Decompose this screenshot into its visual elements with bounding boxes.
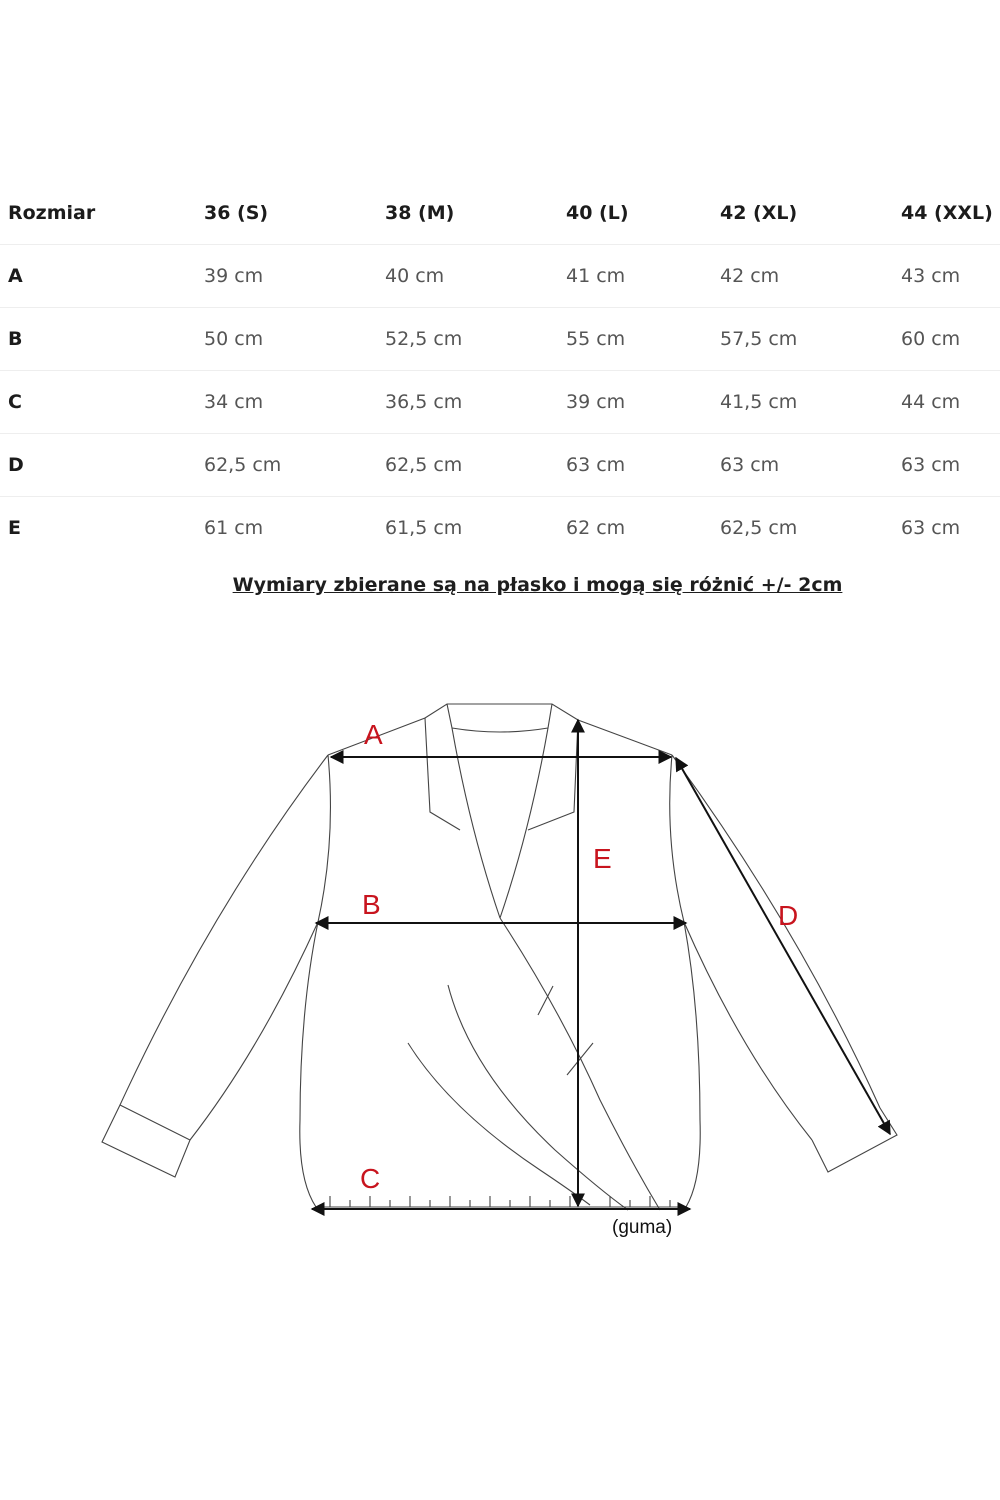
table-cell: 41 cm xyxy=(566,265,626,287)
table-header-row xyxy=(0,182,1000,245)
row-label: C xyxy=(8,391,22,413)
size-table xyxy=(0,182,1000,559)
table-cell: 63 cm xyxy=(566,454,626,476)
table-cell: 63 cm xyxy=(901,517,961,539)
label-c: C xyxy=(360,1163,381,1194)
header-size-38: 38 (M) xyxy=(385,202,455,224)
label-a: A xyxy=(364,719,383,750)
row-label: D xyxy=(8,454,24,476)
row-label: E xyxy=(8,517,21,539)
label-d: D xyxy=(778,900,799,931)
table-cell: 40 cm xyxy=(385,265,445,287)
table-cell: 63 cm xyxy=(901,454,961,476)
measurement-note: Wymiary zbierane są na płasko i mogą się różnić +/- 2cm xyxy=(232,574,843,596)
table-cell: 41,5 cm xyxy=(720,391,798,413)
table-cell: 62 cm xyxy=(566,517,626,539)
garment-diagram xyxy=(0,660,1000,1260)
table-row-d xyxy=(0,434,1000,497)
table-cell: 43 cm xyxy=(901,265,961,287)
table-cell: 50 cm xyxy=(204,328,264,350)
table-cell: 39 cm xyxy=(204,265,264,287)
label-b: B xyxy=(362,889,381,920)
table-row-e xyxy=(0,497,1000,560)
arrow-d xyxy=(676,758,890,1134)
header-size-40: 40 (L) xyxy=(566,202,629,224)
table-cell: 61 cm xyxy=(204,517,264,539)
table-cell: 62,5 cm xyxy=(204,454,282,476)
header-rozmiar: Rozmiar xyxy=(8,202,96,224)
row-label: A xyxy=(8,265,23,287)
table-cell: 62,5 cm xyxy=(720,517,798,539)
header-size-36: 36 (S) xyxy=(204,202,269,224)
table-cell: 44 cm xyxy=(901,391,961,413)
row-label: B xyxy=(8,328,23,350)
table-row-c xyxy=(0,371,1000,434)
table-cell: 61,5 cm xyxy=(385,517,463,539)
label-e: E xyxy=(593,843,612,874)
table-cell: 36,5 cm xyxy=(385,391,463,413)
blouse-outline xyxy=(102,704,897,1210)
table-cell: 34 cm xyxy=(204,391,264,413)
table-cell: 62,5 cm xyxy=(385,454,463,476)
table-cell: 39 cm xyxy=(566,391,626,413)
measurement-arrows xyxy=(312,720,890,1209)
header-size-42: 42 (XL) xyxy=(720,202,798,224)
table-cell: 42 cm xyxy=(720,265,780,287)
table-cell: 55 cm xyxy=(566,328,626,350)
table-cell: 52,5 cm xyxy=(385,328,463,350)
table-row-b xyxy=(0,308,1000,371)
table-cell: 63 cm xyxy=(720,454,780,476)
table-cell: 57,5 cm xyxy=(720,328,798,350)
header-size-44: 44 (XXL) xyxy=(901,202,993,224)
table-cell: 60 cm xyxy=(901,328,961,350)
guma-label: (guma) xyxy=(612,1217,673,1238)
table-row-a xyxy=(0,245,1000,308)
